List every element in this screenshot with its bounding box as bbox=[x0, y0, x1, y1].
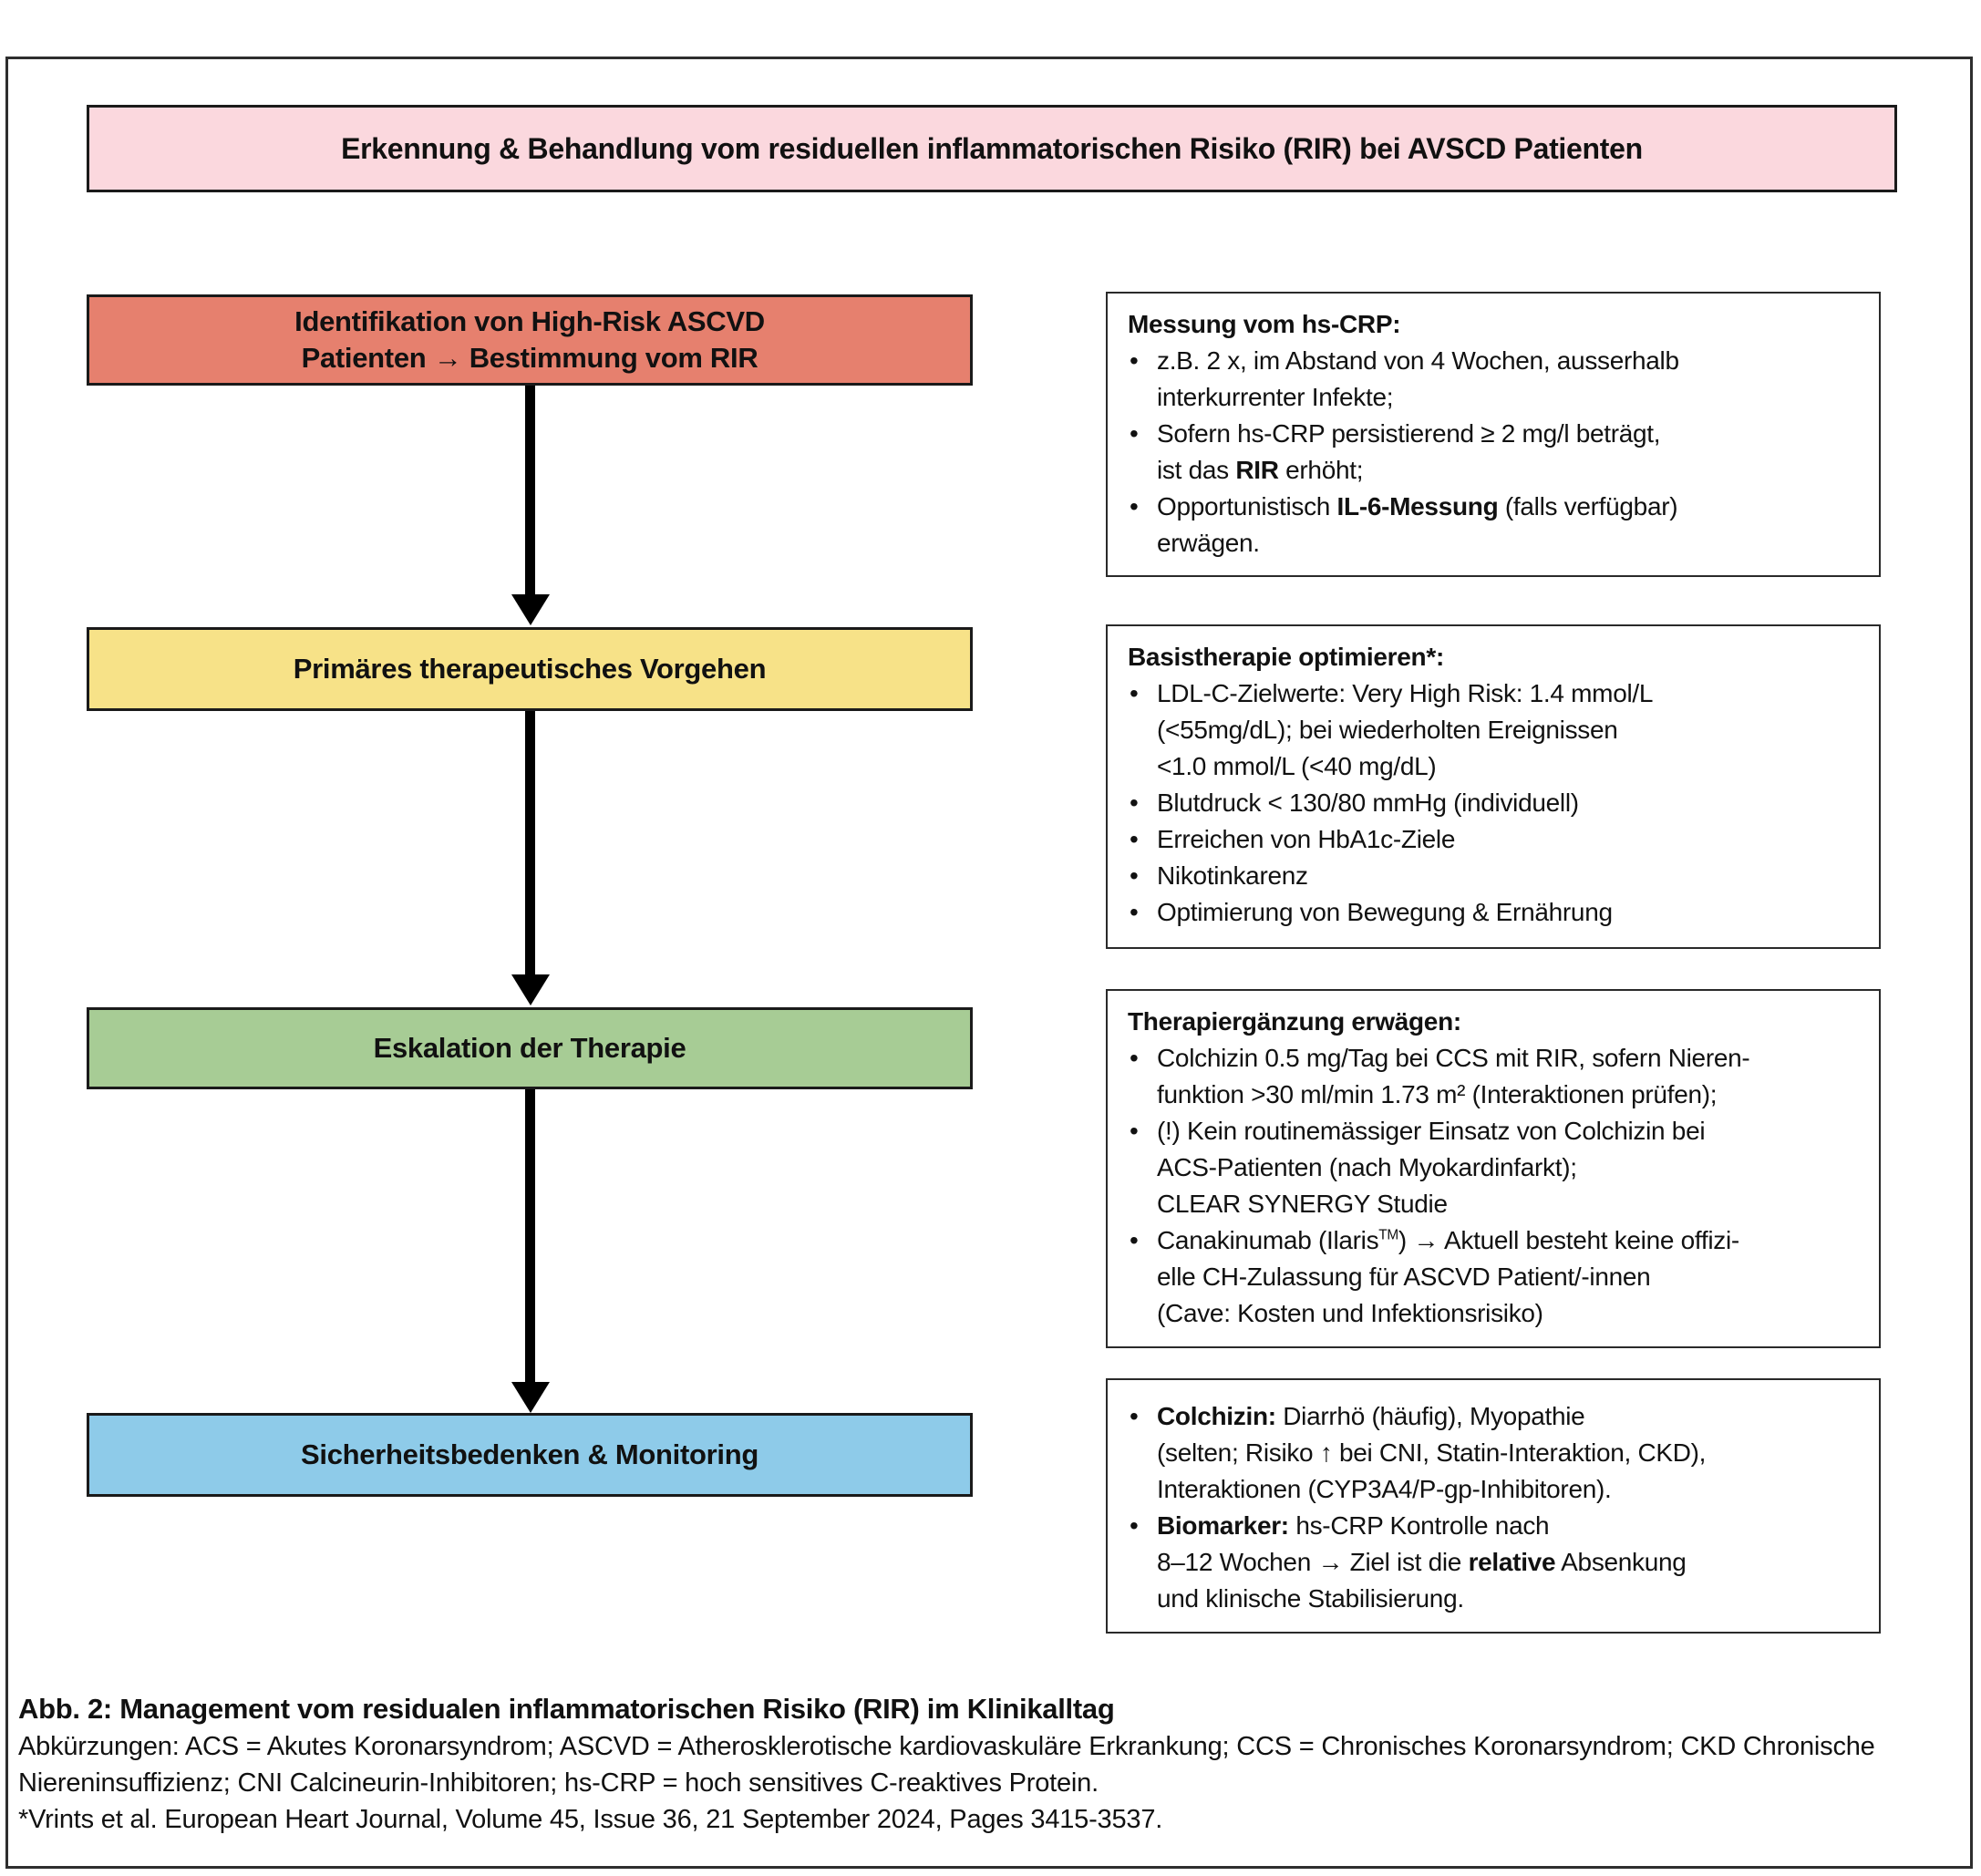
bullet-marker-icon: • bbox=[1130, 1044, 1139, 1072]
bullet-marker-icon: • bbox=[1130, 789, 1139, 817]
caption-heading: Abb. 2: Management vom residualen inflammatorischen Risiko (RIR) im Klinikalltag bbox=[18, 1693, 1115, 1725]
bullet-text: (!) Kein routinemässiger Einsatz von Colchizin bei ACS-Patienten (nach Myokardinfarkt); CLEAR SYNERGY Studie bbox=[1157, 1117, 1706, 1218]
bullet-marker-icon: • bbox=[1130, 346, 1139, 375]
arrow-down-icon bbox=[511, 594, 550, 625]
flow-step-escalation bbox=[87, 1007, 973, 1089]
bullet-text: Nikotinkarenz bbox=[1157, 861, 1308, 890]
bullet-marker-icon: • bbox=[1130, 1226, 1139, 1254]
flow-step-identification bbox=[87, 294, 973, 386]
bullet-marker-icon: • bbox=[1130, 492, 1139, 521]
figure-title: Erkennung & Behandlung vom residuellen inflammatorischen Risiko (RIR) bei AVSCD Patienten bbox=[341, 131, 1643, 165]
bullet-text: Biomarker: hs-CRP Kontrolle nach 8–12 Wochen → Ziel ist die relative Absenkung und klinische Stabilisierung. bbox=[1157, 1511, 1687, 1613]
bullet-marker-icon: • bbox=[1130, 1511, 1139, 1540]
bullet-marker-icon: • bbox=[1130, 679, 1139, 707]
bullet-text: Optimierung von Bewegung & Ernährung bbox=[1157, 898, 1613, 926]
bullet-text: Colchizin 0.5 mg/Tag bei CCS mit RIR, sofern Nieren- funktion >30 ml/min 1.73 m² (Interaktionen prüfen); bbox=[1157, 1044, 1750, 1108]
caption-reference: *Vrints et al. European Heart Journal, Volume 45, Issue 36, 21 September 2024, Pages 3415-3537. bbox=[18, 1805, 1163, 1834]
arrow-down-icon bbox=[511, 1382, 550, 1413]
info-box-title: Therapiergänzung erwägen: bbox=[1128, 1007, 1461, 1036]
flow-step-label: Sicherheitsbedenken & Monitoring bbox=[301, 1438, 758, 1470]
info-box-therapieergaenzung bbox=[1106, 989, 1881, 1348]
flow-step-safety-monitoring bbox=[87, 1413, 973, 1497]
bullet-marker-icon: • bbox=[1130, 861, 1139, 890]
flow-arrow-shaft bbox=[525, 386, 535, 594]
bullet-item bbox=[1128, 1398, 1864, 1508]
bullet-text: Erreichen von HbA1c-Ziele bbox=[1157, 825, 1456, 853]
bullet-marker-icon: • bbox=[1130, 898, 1139, 926]
bullet-marker-icon: • bbox=[1130, 1117, 1139, 1145]
info-box-title: Messung vom hs-CRP: bbox=[1128, 310, 1401, 338]
bullet-item bbox=[1128, 416, 1864, 489]
figure-title-banner bbox=[87, 105, 1897, 192]
caption-abbreviations-line2: Niereninsuffizienz; CNI Calcineurin-Inhibitoren; hs-CRP = hoch sensitives C-reaktives Protein. bbox=[18, 1768, 1099, 1798]
info-box-sicherheit-monitoring bbox=[1106, 1378, 1881, 1634]
bullet-item bbox=[1128, 785, 1864, 821]
bullet-item bbox=[1128, 894, 1864, 931]
flow-step-label: Identifikation von High-Risk ASCVD Patienten → Bestimmung vom RIR bbox=[294, 305, 765, 374]
bullet-marker-icon: • bbox=[1130, 419, 1139, 448]
bullet-text: Sofern hs-CRP persistierend ≥ 2 mg/l beträgt, ist das RIR erhöht; bbox=[1157, 419, 1661, 484]
bullet-item bbox=[1128, 1508, 1864, 1617]
info-box-basistherapie bbox=[1106, 624, 1881, 949]
bullet-text: Opportunistisch IL-6-Messung (falls verfügbar) erwägen. bbox=[1157, 492, 1678, 557]
bullet-text: LDL-C-Zielwerte: Very High Risk: 1.4 mmol/L (<55mg/dL); bei wiederholten Ereignissen <1.0 mmol/L (<40 mg/dL) bbox=[1157, 679, 1654, 780]
bullet-item bbox=[1128, 1113, 1864, 1222]
bullet-item bbox=[1128, 489, 1864, 562]
figure-caption bbox=[18, 1690, 1966, 1838]
bullet-item bbox=[1128, 1222, 1864, 1332]
info-box-title: Basistherapie optimieren*: bbox=[1128, 643, 1444, 671]
bullet-text: Colchizin: Diarrhö (häufig), Myopathie (selten; Risiko ↑ bei CNI, Statin-Interaktion, CKD), Interaktionen (CYP3A4/P-gp-Inhibitoren). bbox=[1157, 1402, 1707, 1503]
caption-abbreviations-line1: Abkürzungen: ACS = Akutes Koronarsyndrom; ASCVD = Atherosklerotische kardiovaskuläre Erkrankung; CCS = Chronisches Koronarsyndrom; CKD Chronische bbox=[18, 1732, 1875, 1761]
bullet-text: Blutdruck < 130/80 mmHg (individuell) bbox=[1157, 789, 1579, 817]
arrow-down-icon bbox=[511, 974, 550, 1005]
bullet-item bbox=[1128, 858, 1864, 894]
flow-arrow-shaft bbox=[525, 1089, 535, 1382]
bullet-text: Canakinumab (Ilaris™) → Aktuell besteht keine offizi- elle CH-Zulassung für ASCVD Patient/-innen (Cave: Kosten und Infektionsrisiko) bbox=[1157, 1226, 1739, 1327]
bullet-item bbox=[1128, 821, 1864, 858]
flow-step-label: Primäres therapeutisches Vorgehen bbox=[293, 653, 767, 685]
bullet-item bbox=[1128, 343, 1864, 416]
flow-step-primary-therapy bbox=[87, 627, 973, 711]
flow-step-label: Eskalation der Therapie bbox=[373, 1032, 686, 1064]
bullet-marker-icon: • bbox=[1130, 825, 1139, 853]
bullet-item bbox=[1128, 1040, 1864, 1113]
flow-arrow-shaft bbox=[525, 711, 535, 974]
info-box-hscrp-messung bbox=[1106, 292, 1881, 577]
bullet-text: z.B. 2 x, im Abstand von 4 Wochen, ausserhalb interkurrenter Infekte; bbox=[1157, 346, 1679, 411]
bullet-marker-icon: • bbox=[1130, 1402, 1139, 1430]
bullet-item bbox=[1128, 675, 1864, 785]
